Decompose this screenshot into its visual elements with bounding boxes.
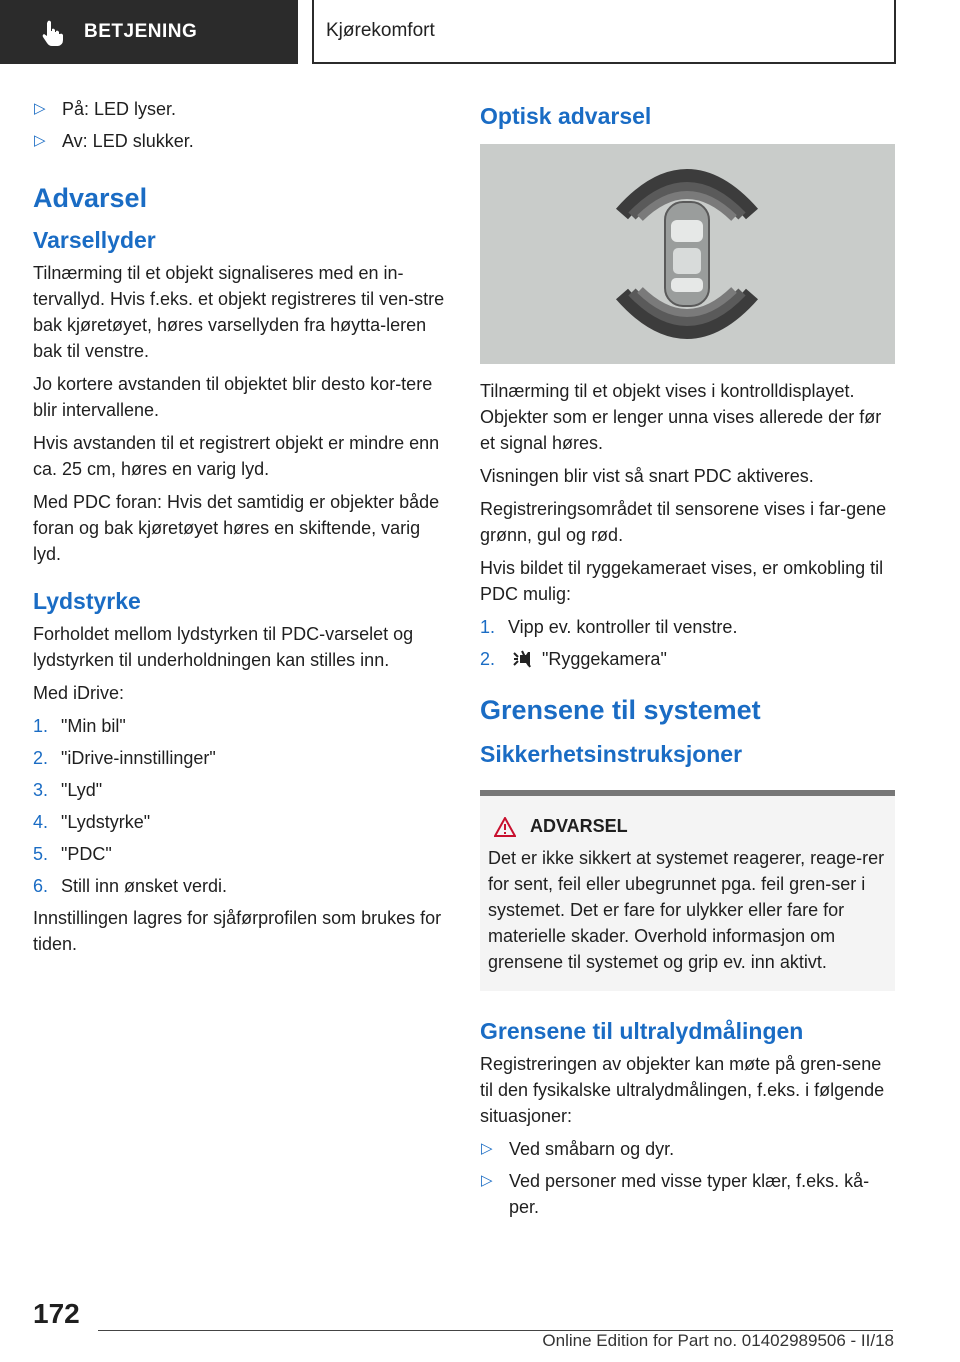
list-item: ▷ Av: LED slukker. [33,128,448,154]
paragraph: Med iDrive: [33,683,125,703]
heading-ultralyd: Grensene til ultralydmålingen [480,1018,804,1044]
warning-title: ADVARSEL [530,816,628,836]
step-item: 2. "Ryggekamera" [480,649,667,669]
heading-optisk-advarsel: Optisk advarsel [480,103,652,129]
section-tab [0,0,298,64]
pdc-display-illustration [480,144,895,364]
step-item: 6. Still inn ønsket verdi. [33,876,228,896]
right-column [480,96,895,1226]
paragraph: Hvis bildet til ryggekameraet vises, er omkobling til PDC mulig: [480,558,884,604]
edition-footer: Online Edition for Part no. 01402989506 - II/18 [542,1331,894,1350]
chapter-title: Kjørekomfort [326,20,435,41]
section-label: BETJENING [84,21,198,42]
car-sensor-arcs-image [480,144,895,364]
paragraph: Tilnærming til et objekt vises i kontrolldisplayet. Objekter som er lenger unna vises allerede der før et signal høres. [480,381,882,453]
list-item: ▷ Ved småbarn og dyr. [480,1136,895,1162]
paragraph: Visningen blir vist så snart PDC aktiveres. [480,466,814,486]
paragraph: Med PDC foran: Hvis det samtidig er objekter både foran og bak kjøretøyet høres en skiftende, varig lyd. [33,492,440,564]
page-number: 172 [33,1298,80,1329]
paragraph: Jo kortere avstanden til objektet blir desto kor‐tere blir intervallene. [33,374,433,420]
paragraph: Hvis avstanden til et registrert objekt er mindre enn ca. 25 cm, høres en varig lyd. [33,433,440,479]
warning-text: Det er ikke sikkert at systemet reagerer, reage‐rer for sent, feil eller ubegrunnet pga. feil gren‐ser i systemet. Det er fare for ulykker eller fare for materielle skader. Overhold informasjon om grensene til systemet og grip ev. inn aktivt. [488,848,885,972]
chapter-title-box [312,0,896,64]
triangle-bullet-icon: ▷ [481,1140,493,1157]
step-item: 1. "Min bil" [33,716,126,736]
left-column [33,96,448,964]
paragraph: Innstillingen lagres for sjåførprofilen som brukes for tiden. [33,908,442,954]
step-item: 4. "Lydstyrke" [33,812,151,832]
step-item: 3. "Lyd" [33,780,103,800]
triangle-bullet-icon: ▷ [34,100,46,117]
list-item: ▷ Ved personer med visse typer klær, f.eks. kå‐per. [480,1168,895,1220]
step-item: 2. "iDrive-innstillinger" [33,748,216,768]
paragraph: Tilnærming til et objekt signaliseres med en in‐tervallyd. Hvis f.eks. et objekt registreres til ven‐stre bak kjøretøyet, høres varsellyden fra høytta‐leren bak til venstre. [33,263,445,361]
paragraph: Forholdet mellom lydstyrken til PDC-varselet og lydstyrken til underholdningen kan stilles inn. [33,624,414,670]
triangle-bullet-icon: ▷ [34,132,46,149]
warning-box [480,790,895,991]
heading-lydstyrke: Lydstyrke [33,588,141,614]
heading-advarsel: Advarsel [33,183,148,213]
heading-sikkerhet: Sikkerhetsinstruksjoner [480,741,743,767]
heading-varsellyder: Varsellyder [33,227,156,253]
paragraph: Registreringen av objekter kan møte på gren‐sene til den fysikalske ultralydmålingen, f.eks. i følgende situasjoner: [480,1054,885,1126]
hand-pointer-icon [38,18,66,46]
heading-grensene: Grensene til systemet [480,695,761,725]
step-item: 5. "PDC" [33,844,112,864]
step-item: 1. Vipp ev. kontroller til venstre. [480,617,738,637]
list-item: ▷ På: LED lyser. [33,96,448,122]
paragraph: Registreringsområdet til sensorene vises i far‐gene grønn, gul og rød. [480,499,887,545]
rear-camera-icon [508,649,532,669]
triangle-bullet-icon: ▷ [481,1172,493,1189]
warning-triangle-icon [494,817,516,837]
warning-title-row [494,816,885,837]
